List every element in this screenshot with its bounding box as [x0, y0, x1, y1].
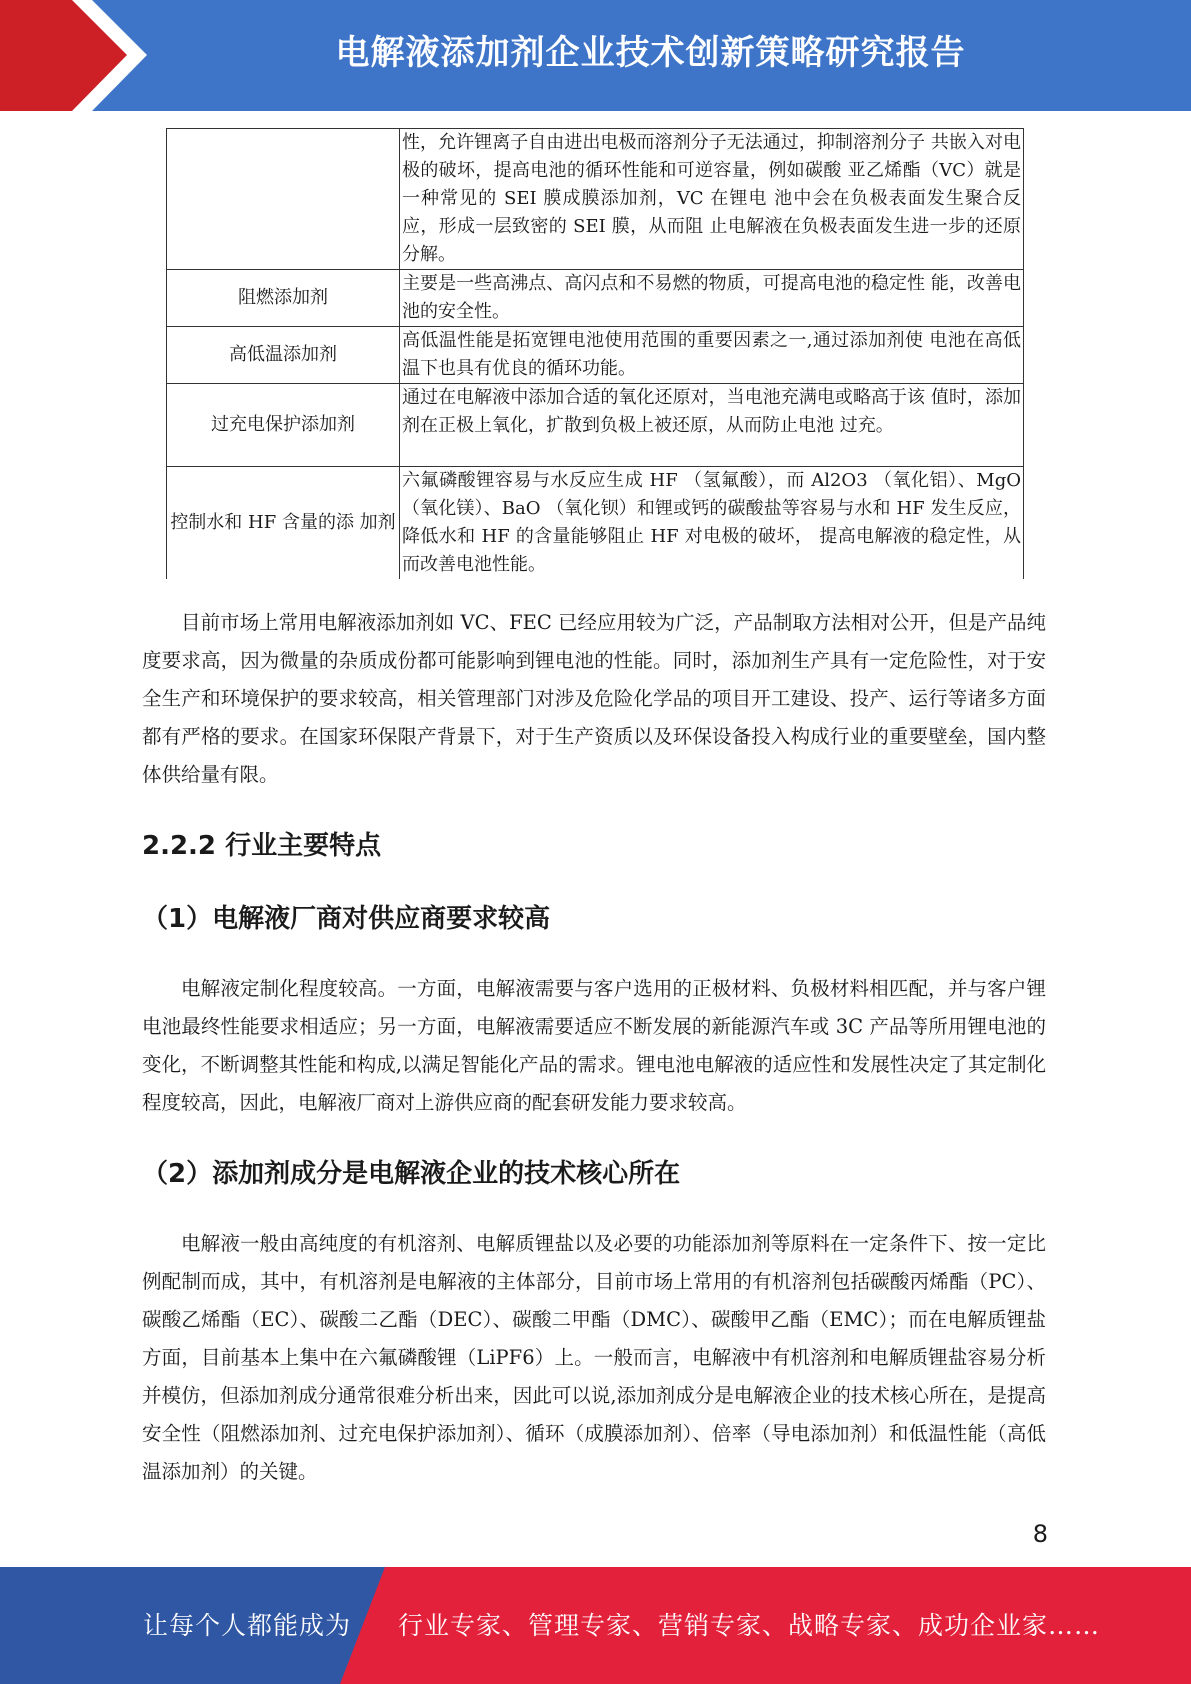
table-cell-name — [167, 129, 400, 270]
table-row — [167, 384, 1024, 467]
subsection-heading-1: （1）电解液厂商对供应商要求较高 — [142, 904, 551, 934]
table-row — [167, 327, 1024, 384]
table-cell-name: 高低温添加剂 — [167, 327, 400, 384]
paragraph-customization: 电解液定制化程度较高。一方面，电解液需要与客户选用的正极材料、负极材料相匹配，并与客户锂电池最终性能要求相适应；另一方面，电解液需要适应不断发展的新能源汽车或 3C 产品等所用锂电池的变化，不断调整其性能和构成,以满足智能化产品的需求。锂电池电解液的适应性和发展性决定了其定制化程度较高，因此，电解液厂商对上游供应商的配套研发能力要求较高。 — [142, 977, 1046, 1114]
table-cell-name: 过充电保护添加剂 — [167, 384, 400, 467]
table-cell-name: 阻燃添加剂 — [167, 270, 400, 327]
paragraph-market-status: 目前市场上常用电解液添加剂如 VC、FEC 已经应用较为广泛，产品制取方法相对公开，但是产品纯度要求高，因为微量的杂质成份都可能影响到锂电池的性能。同时，添加剂生产具有一定危险性，对于安全生产和环境保护的要求较高，相关管理部门对涉及危险化学品的项目开工建设、投产、运行等诸多方面都有严格的要求。在国家环保限产背景下，对于生产资质以及环保设备投入构成行业的重要壁垒，国内整体供给量有限。 — [142, 611, 1046, 786]
section-heading: 2.2.2 行业主要特点 — [142, 831, 382, 861]
page-footer — [0, 1567, 1191, 1684]
table-row — [167, 467, 1024, 580]
table-cell-desc: 主要是一些高沸点、高闪点和不易燃的物质，可提高电池的稳定性 能，改善电池的安全性。 — [400, 270, 1024, 327]
footer-slogan-right: 行业专家、管理专家、营销专家、战略专家、成功企业家…… — [398, 1611, 1101, 1640]
report-title: 电解液添加剂企业技术创新策略研究报告 — [335, 33, 966, 73]
table-cell-desc: 高低温性能是拓宽锂电池使用范围的重要因素之一,通过添加剂使 电池在高低温下也具有优良的循环功能。 — [400, 327, 1024, 384]
table-cell-desc: 通过在电解液中添加合适的氧化还原对，当电池充满电或略高于该 值时，添加剂在正极上氧化，扩散到负极上被还原，从而防止电池 过充。 — [400, 384, 1024, 467]
paragraph-additive-core: 电解液一般由高纯度的有机溶剂、电解质锂盐以及必要的功能添加剂等原料在一定条件下、按一定比例配制而成，其中，有机溶剂是电解液的主体部分，目前市场上常用的有机溶剂包括碳酸丙烯酯（PC）、碳酸乙烯酯（EC）、碳酸二乙酯（DEC）、碳酸二甲酯（DMC）、碳酸甲乙酯（EMC）；而在电解质锂盐方面，目前基本上集中在六氟磷酸锂（LiPF6）上。一般而言，电解液中有机溶剂和电解质锂盐容易分析并模仿，但添加剂成分通常很难分析出来，因此可以说,添加剂成分是电解液企业的技术核心所在，是提高安全性（阻燃添加剂、过充电保护添加剂）、循环（成膜添加剂）、倍率（导电添加剂）和低温性能（高低温添加剂）的关键。 — [142, 1232, 1046, 1483]
table-row — [167, 270, 1024, 327]
table-cell-desc: 六氟磷酸锂容易与水反应生成 HF （氢氟酸），而 Al2O3 （氧化铝）、MgO （氧化镁）、BaO （氧化钡）和锂或钙的碳酸盐等容易与水和 HF 发生反应，降低水和 HF 的含量能够阻止 HF 对电极的破坏， 提高电解液的稳定性，从而改善电池性能。 — [400, 467, 1024, 580]
page-header — [0, 0, 1191, 111]
table-row — [167, 129, 1024, 270]
header-chevron-graphic — [0, 0, 150, 111]
page-number: 8 — [1032, 1520, 1048, 1548]
table-cell-desc: 性，允许锂离子自由进出电极而溶剂分子无法通过，抑制溶剂分子 共嵌入对电极的破坏，提高电池的循环性能和可逆容量，例如碳酸 亚乙烯酯（VC）就是一种常见的 SEI 膜成膜添加剂，VC 在锂电 池中会在负极表面发生聚合反应，形成一层致密的 SEI 膜，从而阻 止电解液在负极表面发生进一步的还原分解。 — [400, 129, 1024, 270]
subsection-heading-2: （2）添加剂成分是电解液企业的技术核心所在 — [142, 1159, 681, 1189]
table-cell-name: 控制水和 HF 含量的添 加剂 — [167, 467, 400, 580]
additive-table — [166, 128, 1024, 579]
footer-slogan-left: 让每个人都能成为 — [143, 1611, 352, 1640]
